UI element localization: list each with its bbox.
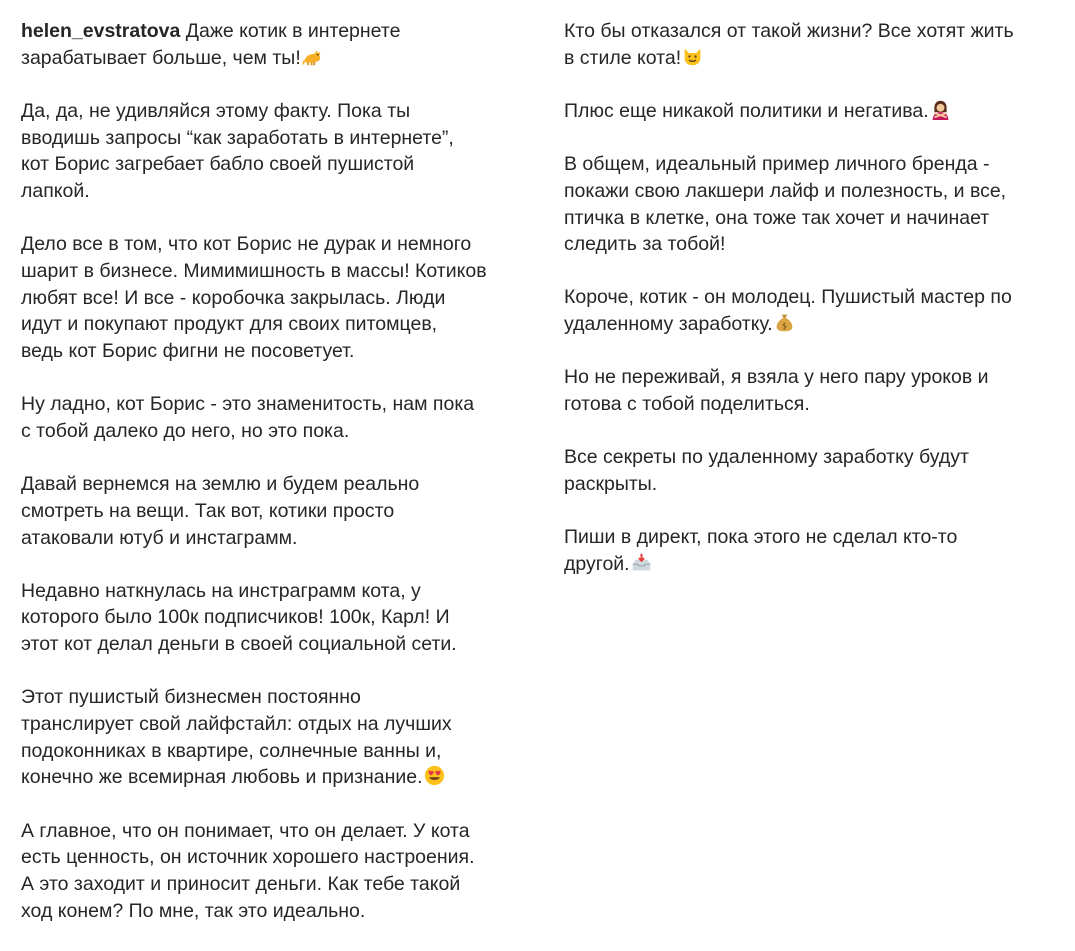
caption-paragraph-13: Но не переживай, я взяла у него пару уроков и готова с тобой поделиться. xyxy=(564,366,989,416)
caption-paragraph-8: А главное, что он понимает, что он делает. У кота есть ценность, он источник хорошего настроения. А это заходит и приносит деньги. Как тебе такой ход конем? По мне, так это идеально. xyxy=(21,819,475,922)
person-gesturing-no-emoji-icon xyxy=(930,99,951,120)
heart-eyes-emoji-icon xyxy=(424,765,445,786)
caption-left-column xyxy=(21,18,511,951)
caption-paragraph-2: Да, да, не удивляйся этому факту. Пока ты вводишь запросы “как заработать в интернете”, кот Борис загребает бабло своей пушистой лапкой. xyxy=(21,99,454,203)
caption-paragraph-4: Ну ладно, кот Борис - это знаменитость, нам пока с тобой далеко до него, но это пока. xyxy=(21,393,475,442)
caption-text-7: Этот пушистый бизнесмен постоянно транслирует свой лайфстайл: отдых на лучших подоконниках в квартире, солнечные ванны и, конечно же всемирная любовь и признание. xyxy=(21,686,452,789)
caption-paragraph-1 xyxy=(21,18,511,71)
cat-emoji-icon xyxy=(302,46,323,67)
caption-text-1: Даже котик в интернете зарабатывает больше, чем ты! xyxy=(21,20,401,69)
column-divider xyxy=(538,0,539,928)
caption-paragraph-7 xyxy=(21,684,511,791)
caption-text-9: Кто бы отказался от такой жизни? Все хотят жить в стиле кота! xyxy=(564,20,1014,69)
svg-text:$: $ xyxy=(781,321,787,331)
caption-paragraph-11: В общем, идеальный пример личного бренда - покажи свою лакшери лайф и полезность, и все, птичка в клетке, она тоже так хочет и начинает следить за тобой! xyxy=(564,153,1007,256)
caption-paragraph-14: Все секреты по удаленному заработку будут раскрыты. xyxy=(564,446,969,495)
caption-text-12: Короче, котик - он молодец. Пушистый мастер по удаленному заработку. xyxy=(564,286,1012,336)
username-link[interactable]: helen_evstratova xyxy=(21,20,181,42)
caption-paragraph-5: Давай вернемся на землю и будем реально смотреть на вещи. Так вот, котики просто атаковали ютуб и инстаграмм. xyxy=(21,473,420,549)
money-bag-emoji-icon xyxy=(774,312,795,333)
caption-right-column xyxy=(564,18,1054,604)
caption-paragraph-12 xyxy=(564,284,1054,337)
cat-face-emoji-icon xyxy=(682,46,703,67)
inbox-tray-emoji-icon xyxy=(631,552,652,573)
caption-paragraph-6: Недавно наткнулась на инстраграмм кота, у которого было 100к подписчиков! 100к, Карл! И этот кот делал деньги в своей социальной сети. xyxy=(21,579,457,656)
caption-paragraph-9 xyxy=(564,18,1054,71)
caption-text-15: Пиши в директ, пока этого не сделал кто-то другой. xyxy=(564,526,958,575)
caption-paragraph-15 xyxy=(564,524,1054,577)
caption-paragraph-3: Дело все в том, что кот Борис не дурак и немного шарит в бизнесе. Мимимишность в массы! Котиков любят все! И все - коробочка закрылась. Люди идут и покупают продукт для своих питомцев, ведь кот Борис фигни не посоветует. xyxy=(21,233,487,363)
caption-paragraph-10 xyxy=(564,98,1054,125)
caption-text-10: Плюс еще никакой политики и негатива. xyxy=(564,99,929,122)
